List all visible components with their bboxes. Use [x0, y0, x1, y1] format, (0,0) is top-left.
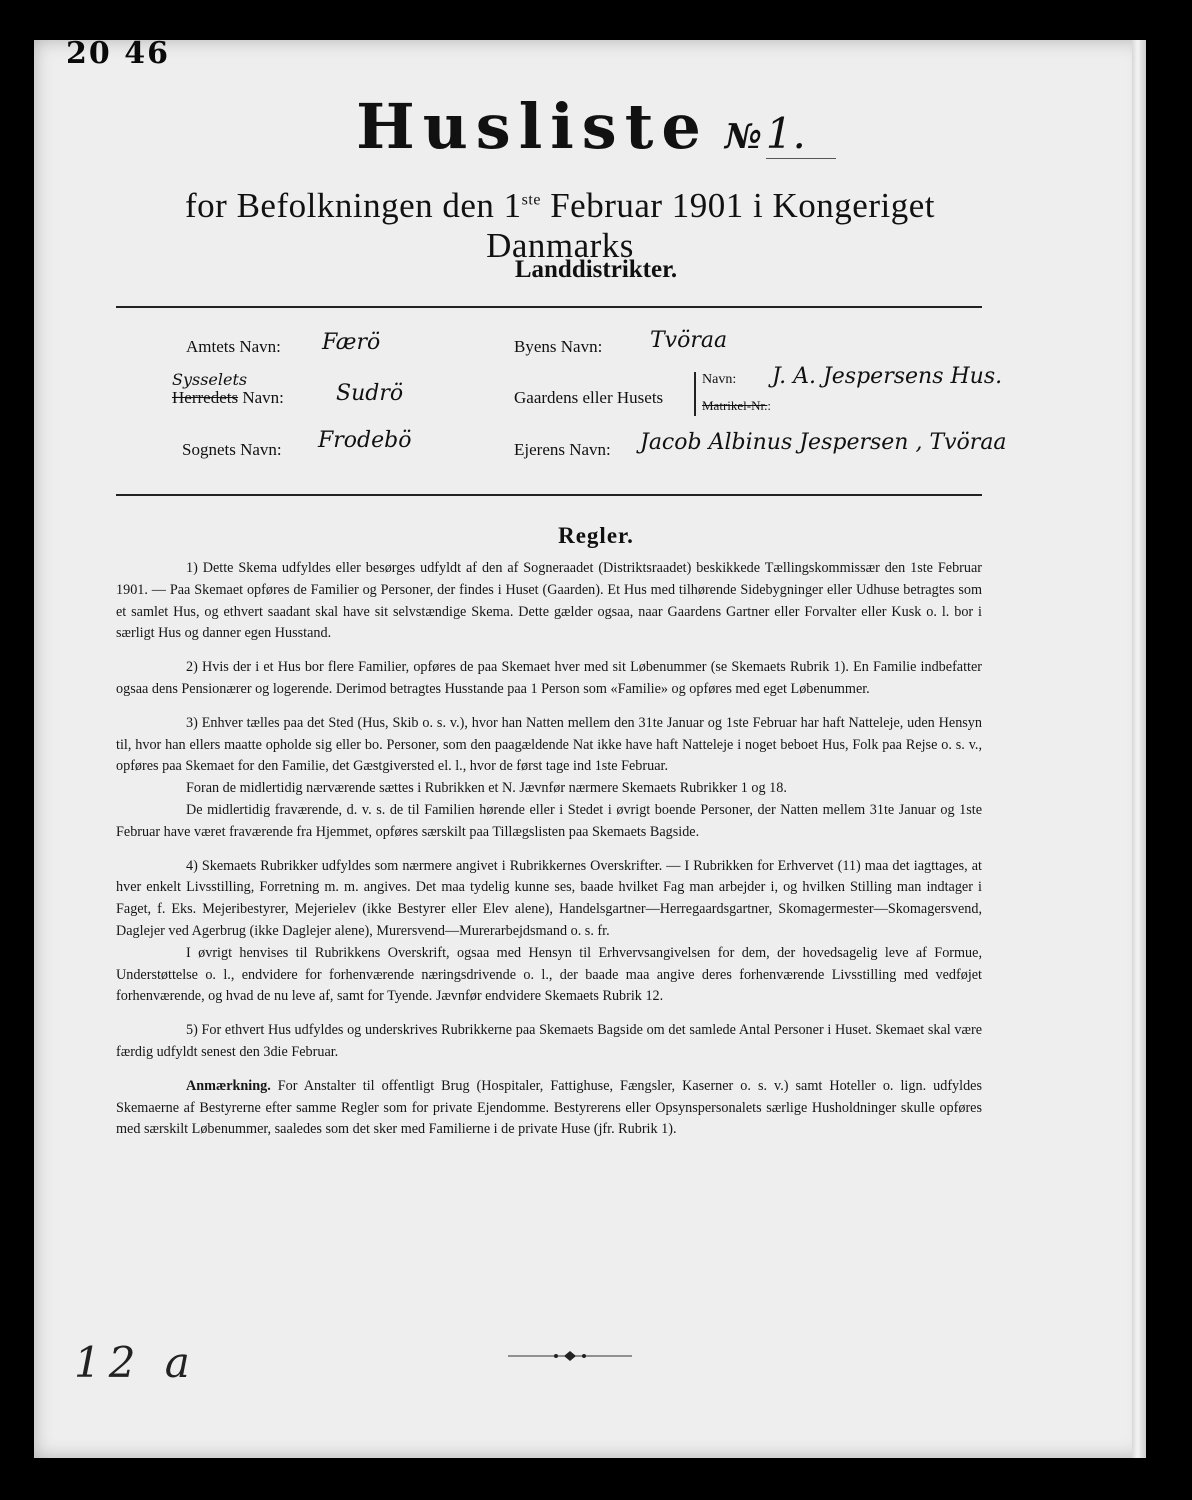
- sogn-label: Sognets Navn:: [182, 440, 282, 459]
- rule-3-note-n: Foran de midlertidig nærværende sættes i Rubrikken et N. Jævnfør nærmere Skemaets Rubrikker 1 og 18.: [186, 780, 787, 797]
- title-number-sign: №: [724, 117, 762, 157]
- gaard-matrikel-label: Matrikel-Nr.: [702, 398, 768, 413]
- district-type: Landdistrikter.: [514, 256, 678, 283]
- sheet-number: 20 46: [66, 36, 170, 71]
- by-value: Tvöraa: [650, 328, 728, 353]
- form-subtitle: [110, 186, 1010, 266]
- gaard-navn-label: Navn:: [702, 372, 737, 387]
- amt-label: Amtets Navn:: [186, 337, 281, 356]
- subtitle-post: Februar 1901 i Kongeriget Danmarks: [486, 186, 935, 265]
- by-label: Byens Navn:: [514, 337, 603, 356]
- ejer-value: Jacob Albinus Jespersen , Tvöraa: [640, 430, 1007, 455]
- ejer-label: Ejerens Navn:: [514, 440, 611, 459]
- gaard-matrikel-colon: :: [767, 398, 771, 413]
- margin-note: 12 a: [74, 1338, 198, 1387]
- title-word: Husliste: [356, 90, 709, 163]
- divider-bottom: [116, 494, 982, 496]
- rules-note: [116, 1076, 982, 1141]
- herred-label: [172, 388, 284, 408]
- herred-label-correction: Sysselets: [172, 370, 248, 389]
- rule-1: 1) Dette Skema udfyldes eller besørges udfyldt af den af Sogneraadet (Distriktsraadet) beskikkede Tællingskommissær den 1ste Februar 1901. — Paa Skemaet opføres de Familier og Personer, der findes i Huset (Gaarden). Et Hus med tilhørende Sidebygninger eller Udhuse betragtes som et samlet Hus, og ethvert saadant skal have sit selvstændige Skema. Dette gælder ogsaa, naar Gaardens Gartner eller Forvalter eller Kusk o. l. bor i særligt Hus og danner egen Husstand.: [116, 560, 982, 642]
- note-text: For Anstalter til offentligt Brug (Hospitaler, Fattighuse, Fængsler, Kaserner o. s. v.) samt Hoteller o. lign. udfyldes Skemaerne af Bestyrerne efter samme Regler som for private Ejendomme. Bestyrerens eller Opsynspersonalets særlige Husholdninger skulle opføres med særskilt Løbenummer, saaledes som det sker med Familierne i de private Huse (jfr. Rubrik 1).: [116, 1077, 982, 1138]
- sogn-value: Frodebö: [318, 428, 412, 453]
- gaard-matrikel: [702, 398, 771, 414]
- divider-top: [116, 306, 982, 308]
- rule-4: 4) Skemaets Rubrikker udfyldes som nærmere angivet i Rubrikkernes Overskrifter. — I Rubrikken for Erhvervet (11) maa det iagttages, at hver enkelt Livsstilling, Forretning m. m. angives. Det maa tydelig kunne ses, baade hvilket Fag man arbejder i, og hvilken Stilling man indtager i Faget, f. Eks. Mejeribestyrer, Mejerielev (ikke Bestyrer eller Elev alene), Handelsgartner—Herregaardsgartner, Skomagermester—Skomagersvend, Daglejer ved Agerbrug (ikke Daglejer alene), Murersvend—Murerarbejdsmand o. s. fr.: [116, 857, 982, 939]
- rule-3: 3) Enhver tælles paa det Sted (Hus, Skib o. s. v.), hvor han Natten mellem den 31te Januar og 1ste Februar har haft Natteleje, uden Hensyn til, hvor han ellers maatte opholde sig eller bo. Personer, som den paagældende Nat ikke have haft Natteleje i noget beboet Hus, Folk paa Rejse o. s. v., opføres paa Skemaet for den Familie, det Gæstgiversted el. l., hvor de først tage ind 1ste Februar.: [116, 714, 982, 775]
- rule-5: 5) For ethvert Hus udfyldes og underskrives Rubrikkerne paa Skemaets Bagside om det samlede Antal Personer i Huset. Skemaet skal være færdig udfyldt senest den 3die Februar.: [116, 1022, 982, 1060]
- subtitle-pre: for Befolkningen den 1: [185, 186, 522, 225]
- gaard-bracket: [694, 372, 696, 416]
- rule-4-continued: I øvrigt henvises til Rubrikkens Overskrift, ogsaa med Hensyn til Erhvervsangivelsen for dem, der hovedsagelig leve af Formue, Understøttelse o. l., endvidere for forhenværende næringsdrivende o. l., der baade maa angive deres forhenværende Livsstilling med vedføjet forhenværende, og hvad de nu leve af, samt for Tyende. Jævnfør endvidere Skemaets Rubrik 12.: [116, 944, 982, 1005]
- title-number-value: 1.: [766, 109, 836, 159]
- rules-text: [116, 558, 982, 1153]
- gaard-navn-value: J. A. Jespersens Hus.: [772, 364, 1003, 389]
- rule-3-absent: De midlertidig fraværende, d. v. s. de til Familien hørende eller i Stedet i øvrigt boende Personer, der Natten mellem 31te Januar og 1ste Februar have været fraværende fra Hjemmet, opføres særskilt paa Tillægslisten paa Skemaets Bagside.: [116, 801, 982, 840]
- gaard-label: Gaardens eller Husets: [514, 388, 664, 407]
- rule-2: 2) Hvis der i et Hus bor flere Familier, opføres de paa Skemaet hver med sit Løbenummer (se Skemaets Rubrik 1). En Familie indbefatter ogsaa dens Pensionærer og logerende. Derimod betragtes Husstande paa 1 Person som «Familie» og opføres med eget Løbenummer.: [116, 659, 982, 697]
- amt-value: Færö: [322, 330, 381, 355]
- herred-label-rest: Navn:: [238, 388, 284, 407]
- form-title: [0, 90, 1192, 163]
- ornament-divider: [508, 1350, 632, 1362]
- herred-value: Sudrö: [336, 381, 404, 406]
- subtitle-sup: ste: [521, 191, 541, 209]
- note-label: Anmærkning.: [186, 1077, 271, 1094]
- page-edge: [1132, 40, 1146, 1458]
- rules-heading: Regler.: [558, 523, 634, 548]
- herred-label-struck: Herredets: [172, 388, 239, 407]
